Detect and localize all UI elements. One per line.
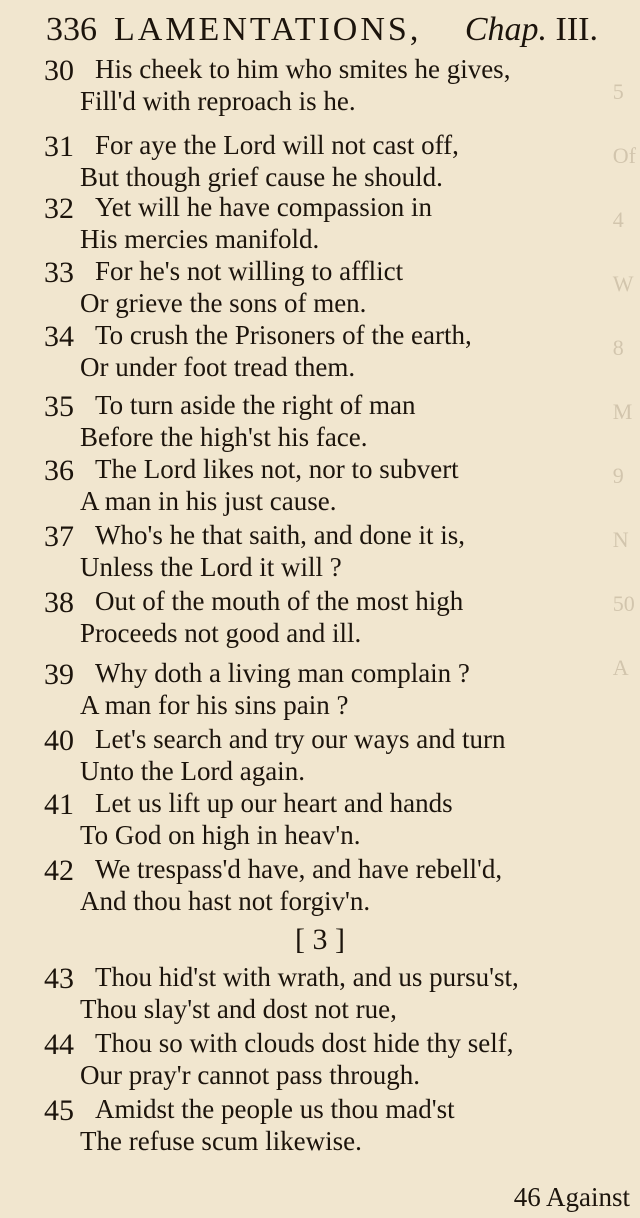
chapter-label: Chap.	[464, 11, 548, 48]
verse-number: 38	[44, 586, 74, 619]
verse-line-1: Who's he that saith, and done it is,	[95, 520, 466, 550]
verse-34	[0, 318, 640, 388]
verse-38	[0, 584, 640, 654]
book-title: LAMENTATIONS,	[114, 11, 422, 48]
verse-37	[0, 518, 640, 588]
verse-number: 37	[44, 520, 74, 553]
chapter-heading	[465, 10, 598, 50]
verse-line-1: Yet will he have compassion in	[95, 192, 432, 222]
verse-number: 45	[44, 1094, 74, 1127]
verse-33	[0, 254, 640, 324]
verse-line-2: Unto the Lord again.	[80, 756, 305, 786]
verse-43	[0, 960, 640, 1030]
verse-42	[0, 852, 640, 922]
verse-line-2: The refuse scum likewise.	[80, 1126, 362, 1156]
verse-line-2: A man in his just cause.	[80, 486, 337, 516]
verse-line-2: Before the high'st his face.	[80, 422, 368, 452]
verse-line-2: Thou slay'st and dost not rue,	[80, 994, 397, 1024]
verse-line-1: For aye the Lord will not cast off,	[95, 130, 459, 160]
verse-line-1: Let's search and try our ways and turn	[95, 724, 506, 754]
verse-line-2: Fill'd with reproach is he.	[80, 86, 356, 116]
verse-line-2: A man for his sins pain ?	[80, 690, 349, 720]
verse-line-2: Proceeds not good and ill.	[80, 618, 362, 648]
verse-line-1: The Lord likes not, nor to subvert	[95, 454, 459, 484]
verse-line-1: Out of the mouth of the most high	[95, 586, 464, 616]
verse-39	[0, 656, 640, 726]
verse-line-2: Unless the Lord it will ?	[80, 552, 342, 582]
verse-44	[0, 1026, 640, 1096]
verse-number: 36	[44, 454, 74, 487]
verse-number: 40	[44, 724, 74, 757]
verse-41	[0, 786, 640, 856]
verse-number: 33	[44, 256, 74, 289]
verse-line-1: We trespass'd have, and have rebell'd,	[95, 854, 503, 884]
verse-number: 35	[44, 390, 74, 423]
verse-number: 32	[44, 192, 74, 225]
verse-line-2: Or grieve the sons of men.	[80, 288, 367, 318]
verse-line-1: His cheek to him who smites he gives,	[95, 54, 511, 84]
verse-36	[0, 452, 640, 522]
verse-line-1: To turn aside the right of man	[95, 390, 416, 420]
verse-number: 39	[44, 658, 74, 691]
verse-line-1: For he's not willing to afflict	[95, 256, 404, 286]
verse-line-2: And thou hast not forgiv'n.	[80, 886, 371, 916]
verse-line-1: Amidst the people us thou mad'st	[95, 1094, 455, 1124]
verse-line-2: Or under foot tread them.	[80, 352, 356, 382]
verse-line-1: Let us lift up our heart and hands	[95, 788, 453, 818]
verse-31	[0, 128, 640, 198]
page-number: 336	[46, 11, 97, 48]
verse-40	[0, 722, 640, 792]
verse-30	[0, 52, 640, 122]
bleed-through-right: 5 Of 4 W 8 M 9 N 50 A	[612, 79, 636, 680]
verse-line-1: Thou so with clouds dost hide thy self,	[95, 1028, 514, 1058]
chapter-number: III.	[555, 11, 598, 48]
verse-line-1: To crush the Prisoners of the earth,	[95, 320, 472, 350]
verse-line-1: Why doth a living man complain ?	[95, 658, 470, 688]
verse-line-2: Our pray'r cannot pass through.	[80, 1060, 421, 1090]
section-marker: [ 3 ]	[295, 923, 345, 956]
catchword: 46 Against	[513, 1182, 630, 1212]
verse-32	[0, 190, 640, 260]
verse-line-2: But though grief cause he should.	[80, 162, 443, 192]
verse-line-1: Thou hid'st with wrath, and us pursu'st,	[95, 962, 519, 992]
verse-35	[0, 388, 640, 458]
verse-line-2: To God on high in heav'n.	[80, 820, 361, 850]
verse-number: 43	[44, 962, 74, 995]
verse-number: 42	[44, 854, 74, 887]
verse-line-2: His mercies manifold.	[80, 224, 320, 254]
verse-45	[0, 1092, 640, 1162]
verse-number: 30	[44, 54, 74, 87]
page-header	[46, 10, 616, 50]
verse-number: 41	[44, 788, 74, 821]
verse-number: 34	[44, 320, 74, 353]
verse-number: 31	[44, 130, 74, 163]
verse-number: 44	[44, 1028, 74, 1061]
